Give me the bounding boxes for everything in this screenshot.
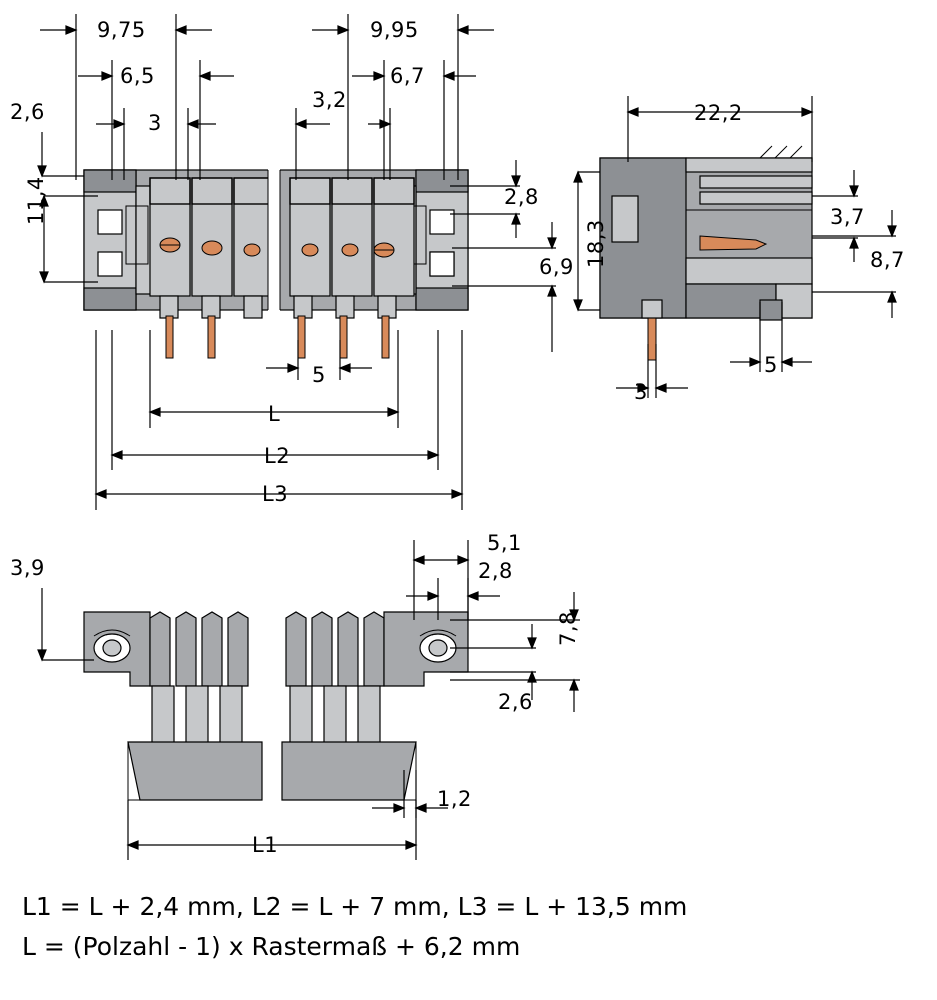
dimension-3-7: 3,7: [830, 205, 865, 229]
dimension-6-7: 6,7: [390, 64, 425, 88]
dimension-L: L: [268, 402, 281, 426]
front-view-bottom: [84, 612, 468, 800]
dimension-1-2: 1,2: [437, 787, 472, 811]
dimension-9-75: 9,75: [97, 18, 146, 42]
dimension-5-pitch: 5: [312, 363, 326, 387]
dimension-8-7: 8,7: [870, 248, 905, 272]
note-line-1: L1 = L + 2,4 mm, L2 = L + 7 mm, L3 = L + 13,5 mm: [22, 892, 688, 921]
dimension-3-2: 3,2: [312, 88, 347, 112]
note-line-2: L = (Polzahl - 1) x Rastermaß + 6,2 mm: [22, 932, 521, 961]
dimension-6-9: 6,9: [539, 255, 574, 279]
dimension-L2: L2: [264, 444, 291, 468]
dimension-L1: L1: [252, 833, 279, 857]
dimension-5-1: 5,1: [487, 531, 522, 555]
dimension-22-2: 22,2: [694, 101, 743, 125]
dimension-3-side: 3: [634, 380, 648, 404]
dimension-9-95: 9,95: [370, 18, 419, 42]
dimension-2-8-bottom: 2,8: [478, 559, 513, 583]
dimension-6-5: 6,5: [120, 64, 155, 88]
dimension-3-9: 3,9: [10, 556, 45, 580]
dimension-L3: L3: [262, 482, 289, 506]
dimension-2-6-bottom: 2,6: [498, 690, 533, 714]
dimension-2-8-top: 2,8: [504, 185, 539, 209]
side-view-right: [600, 146, 812, 360]
dimension-11-4: 11,4: [24, 176, 48, 225]
dimension-2-6: 2,6: [10, 100, 45, 124]
dimension-3: 3: [148, 111, 162, 135]
dimension-7-8: 7,8: [556, 611, 580, 646]
dimension-18-3: 18,3: [584, 219, 608, 268]
dimension-5-side: 5: [764, 353, 778, 377]
top-view-second-module: [278, 170, 468, 358]
